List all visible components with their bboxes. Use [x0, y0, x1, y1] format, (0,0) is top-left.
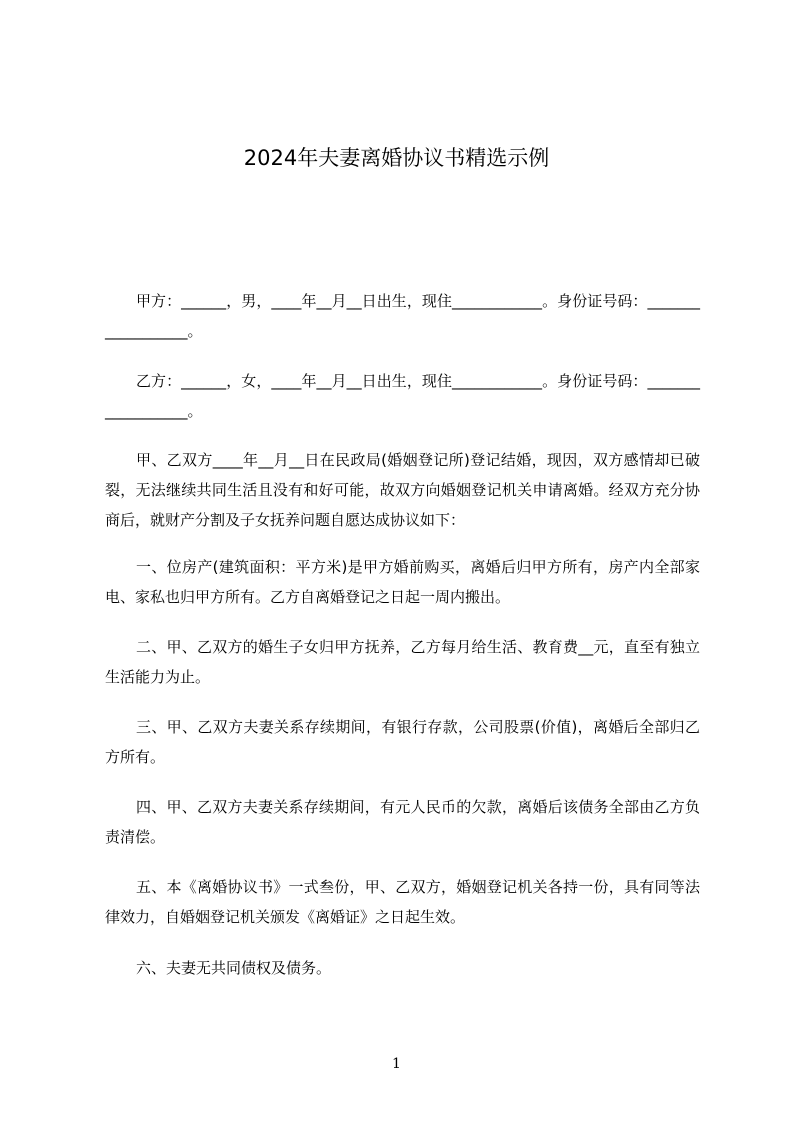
- clause-1-paragraph: 一、位房产(建筑面积：平方米)是甲方婚前购买，离婚后归甲方所有，房产内全部家电、家私也归甲方所有。乙方自离婚登记之日起一周内搬出。: [105, 558, 700, 606]
- page-number: 1: [392, 1056, 401, 1072]
- document-title: 2024年夫妻离婚协议书精选示例: [243, 146, 550, 170]
- party-b-paragraph: 乙方：______，女，____年__月__日出生，现住____________。身份证号码：__________________。: [105, 372, 700, 420]
- clause-4-paragraph: 四、甲、乙双方夫妻关系存续期间，有元人民币的欠款，离婚后该债务全部由乙方负责清偿。: [105, 798, 700, 846]
- marriage-statement-paragraph: 甲、乙双方____年__月__日在民政局(婚姻登记所)登记结婚，现因，双方感情却已破裂，无法继续共同生活且没有和好可能，故双方向婚姻登记机关申请离婚。经双方充分协商后，就财产分割及子女抚养问题自愿达成协议如下：: [105, 451, 700, 529]
- clause-6-paragraph: 六、夫妻无共同债权及债务。: [136, 959, 332, 977]
- clause-2-paragraph: 二、甲、乙双方的婚生子女归甲方抚养，乙方每月给生活、教育费__元，直至有独立生活能力为止。: [105, 638, 700, 686]
- clause-5-paragraph: 五、本《离婚协议书》一式叁份，甲、乙双方，婚姻登记机关各持一份，具有同等法律效力，自婚姻登记机关颁发《离婚证》之日起生效。: [105, 878, 700, 926]
- clause-3-paragraph: 三、甲、乙双方夫妻关系存续期间，有银行存款，公司股票(价值)，离婚后全部归乙方所有。: [105, 718, 700, 766]
- party-a-paragraph: 甲方：______，男，____年__月__日出生，现住____________。身份证号码：__________________。: [105, 292, 700, 340]
